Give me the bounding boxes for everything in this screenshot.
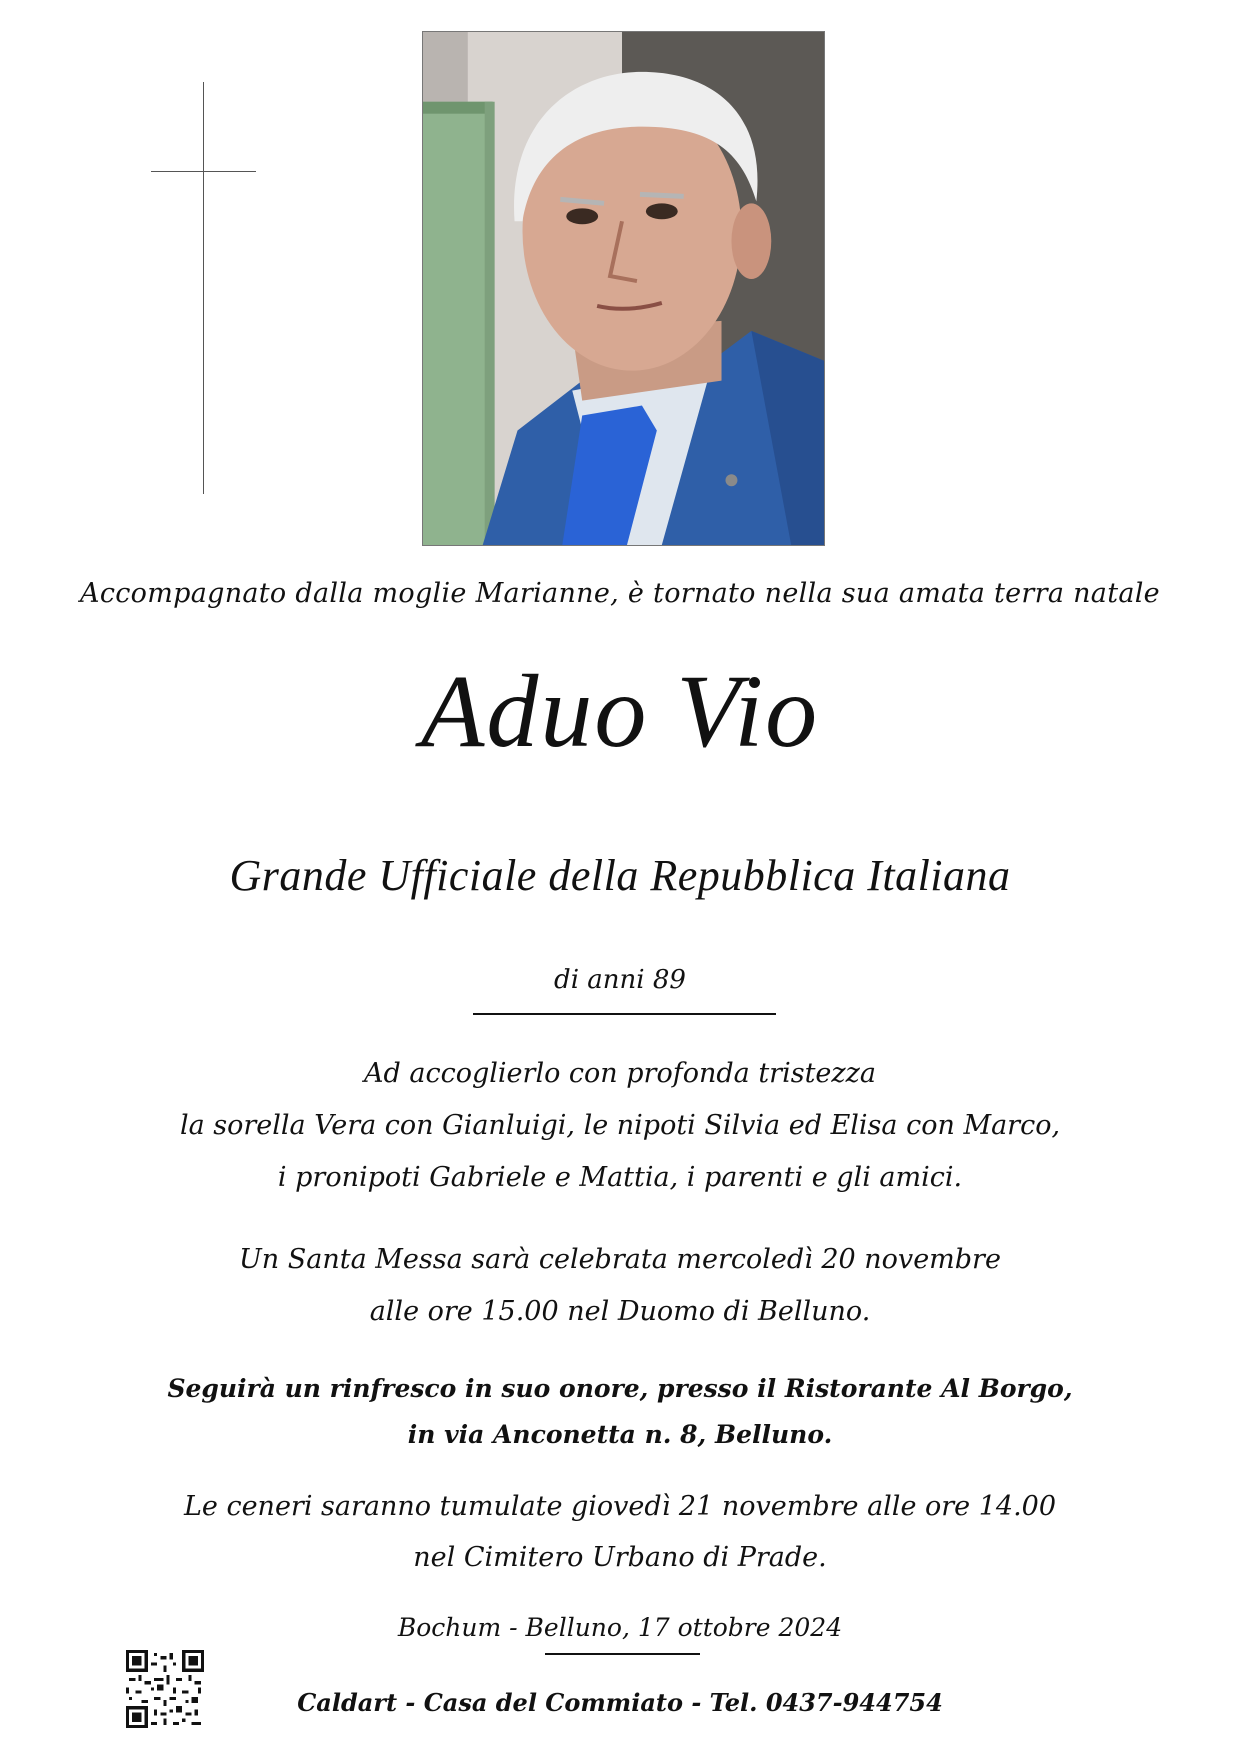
mass-line-2: alle ore 15.00 nel Duomo di Belluno. <box>369 1296 871 1327</box>
cross-icon-horizontal <box>151 171 256 172</box>
intro-text: Accompagnato dalla moglie Marianne, è tornato nella sua amata terra natale <box>80 578 1160 609</box>
burial-line-2: nel Cimitero Urbano di Prade. <box>413 1542 827 1573</box>
place-date: Bochum - Belluno, 17 ottobre 2024 <box>397 1613 843 1642</box>
age-divider <box>473 1013 776 1015</box>
place-date-underline <box>545 1653 700 1655</box>
family-line-1: Ad accoglierlo con profonda tristezza <box>364 1058 876 1089</box>
cross-icon-vertical <box>203 82 204 494</box>
reception-line-1: Seguirà un rinfresco in suo onore, presso il Ristorante Al Borgo, <box>167 1374 1073 1403</box>
burial-line-1: Le ceneri saranno tumulate giovedì 21 novembre alle ore 14.00 <box>183 1491 1057 1522</box>
age-text: di anni 89 <box>554 965 686 995</box>
deceased-name: Aduo Vio <box>420 654 820 769</box>
portrait-photo <box>422 31 825 546</box>
reception-line-2: in via Anconetta n. 8, Belluno. <box>407 1420 833 1449</box>
footer-contact: Caldart - Casa del Commiato - Tel. 0437-944754 <box>297 1688 943 1717</box>
family-line-2: la sorella Vera con Gianluigi, le nipoti Silvia ed Elisa con Marco, <box>179 1110 1061 1141</box>
honorific-title: Grande Ufficiale della Repubblica Italiana <box>229 851 1011 900</box>
mass-line-1: Un Santa Messa sarà celebrata mercoledì 20 novembre <box>239 1244 1001 1275</box>
family-line-3: i pronipoti Gabriele e Mattia, i parenti e gli amici. <box>277 1162 963 1193</box>
